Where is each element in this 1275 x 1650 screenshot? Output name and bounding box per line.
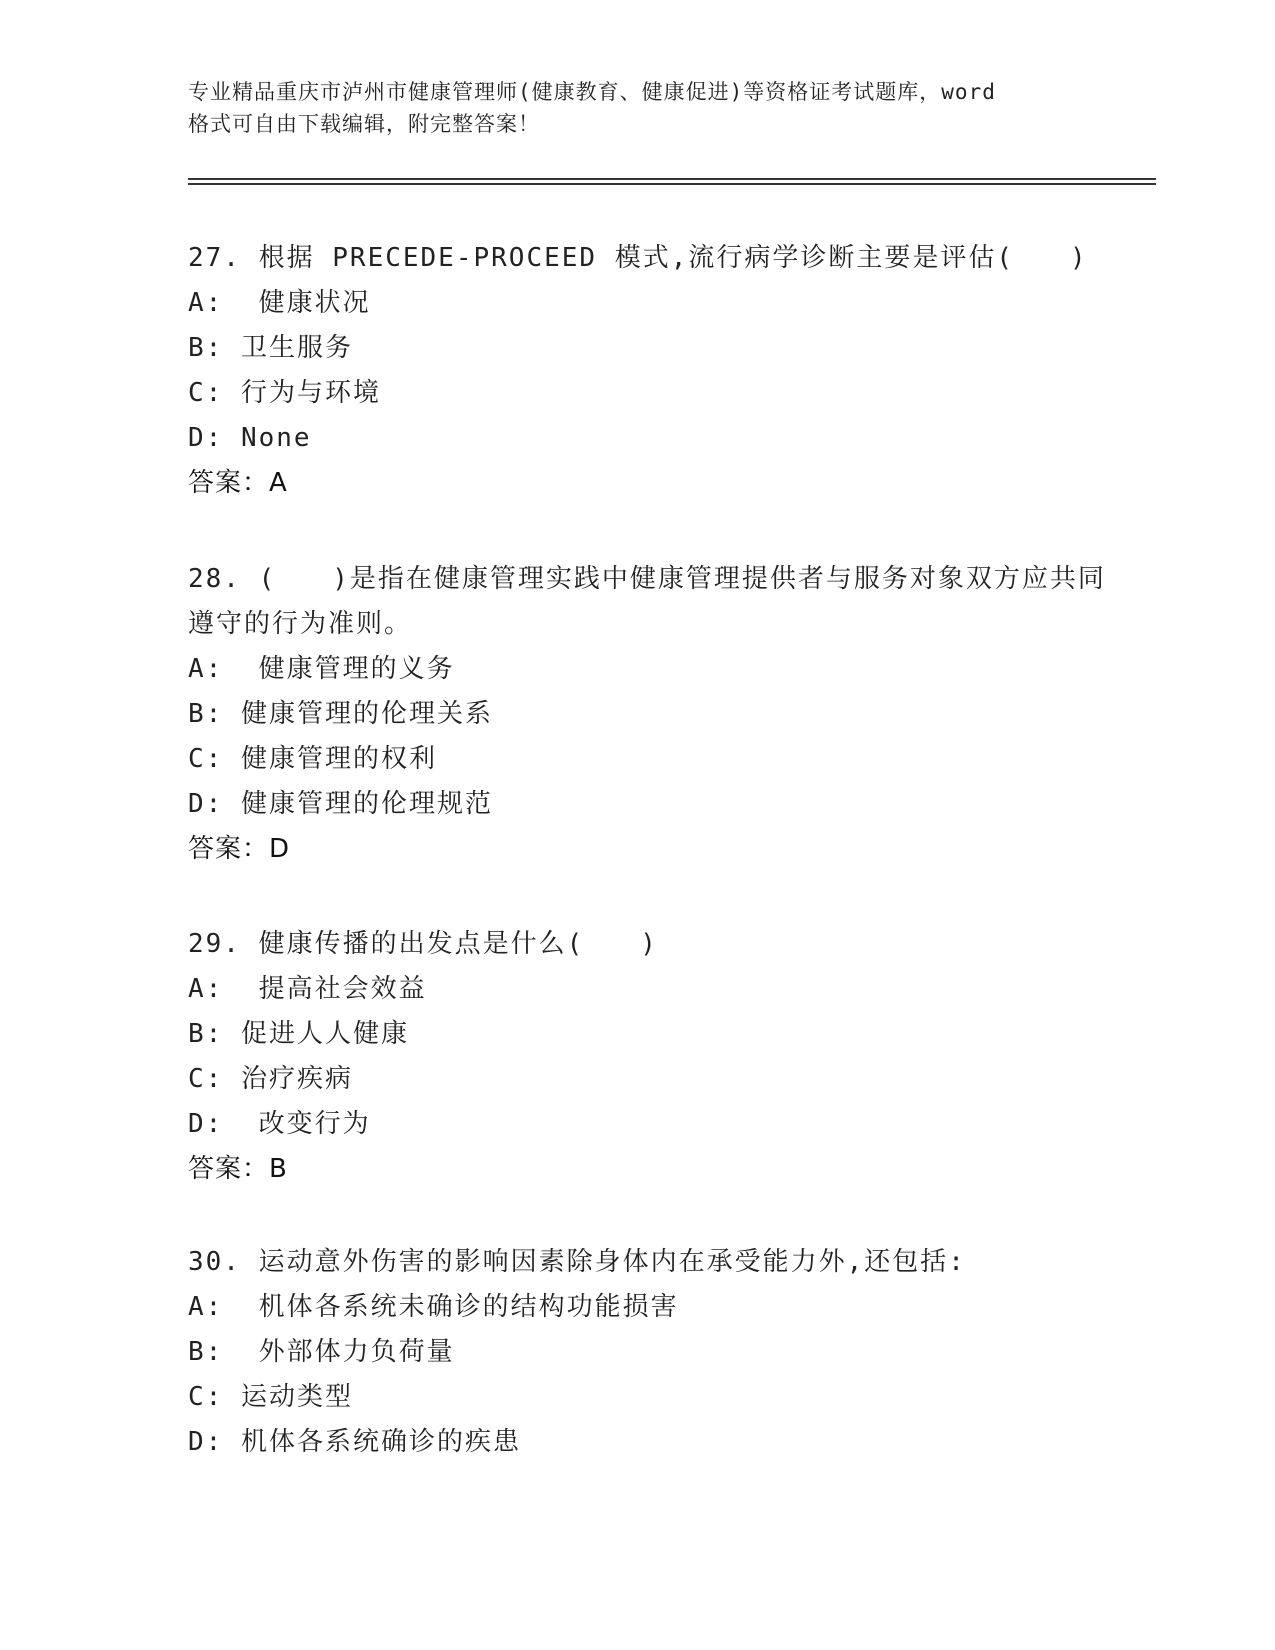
answer: 答案：B	[188, 1154, 288, 1184]
header-divider-bottom	[188, 183, 1156, 185]
header-line-1: 专业精品重庆市泸州市健康管理师(健康教育、健康促进)等资格证考试题库，word	[188, 80, 996, 104]
question-text: 27. 根据 PRECEDE-PROCEED 模式,流行病学诊断主要是评估( )	[188, 243, 1088, 273]
option-a: A: 提高社会效益	[188, 974, 427, 1004]
option-b: B: 卫生服务	[188, 333, 353, 363]
question-30	[188, 1240, 1108, 1465]
option-c: C: 行为与环境	[188, 378, 381, 408]
question-29	[188, 922, 1108, 1192]
option-b: B: 促进人人健康	[188, 1019, 409, 1049]
option-a: A: 健康管理的义务	[188, 654, 455, 684]
option-d: D: None	[188, 423, 312, 453]
option-a: A: 机体各系统未确诊的结构功能损害	[188, 1292, 679, 1322]
option-c: C: 健康管理的权利	[188, 744, 437, 774]
document-header	[188, 76, 1108, 140]
option-c: C: 治疗疾病	[188, 1064, 353, 1094]
option-d: D: 健康管理的伦理规范	[188, 789, 493, 819]
option-d: D: 机体各系统确诊的疾患	[188, 1427, 521, 1457]
option-b: B: 健康管理的伦理关系	[188, 699, 493, 729]
option-a: A: 健康状况	[188, 288, 371, 318]
option-c: C: 运动类型	[188, 1382, 353, 1412]
answer: 答案：A	[188, 468, 288, 498]
header-line-2: 格式可自由下载编辑，附完整答案！	[188, 112, 540, 136]
question-28	[188, 557, 1108, 872]
question-text: 28. ( )是指在健康管理实践中健康管理提供者与服务对象双方应共同遵守的行为准则。	[188, 564, 1106, 639]
question-27	[188, 236, 1108, 506]
option-d: D: 改变行为	[188, 1109, 371, 1139]
option-b: B: 外部体力负荷量	[188, 1337, 455, 1367]
answer: 答案：D	[188, 834, 291, 864]
question-text: 29. 健康传播的出发点是什么( )	[188, 929, 658, 959]
question-text: 30. 运动意外伤害的影响因素除身体内在承受能力外,还包括:	[188, 1247, 966, 1277]
header-divider-top	[188, 178, 1156, 180]
